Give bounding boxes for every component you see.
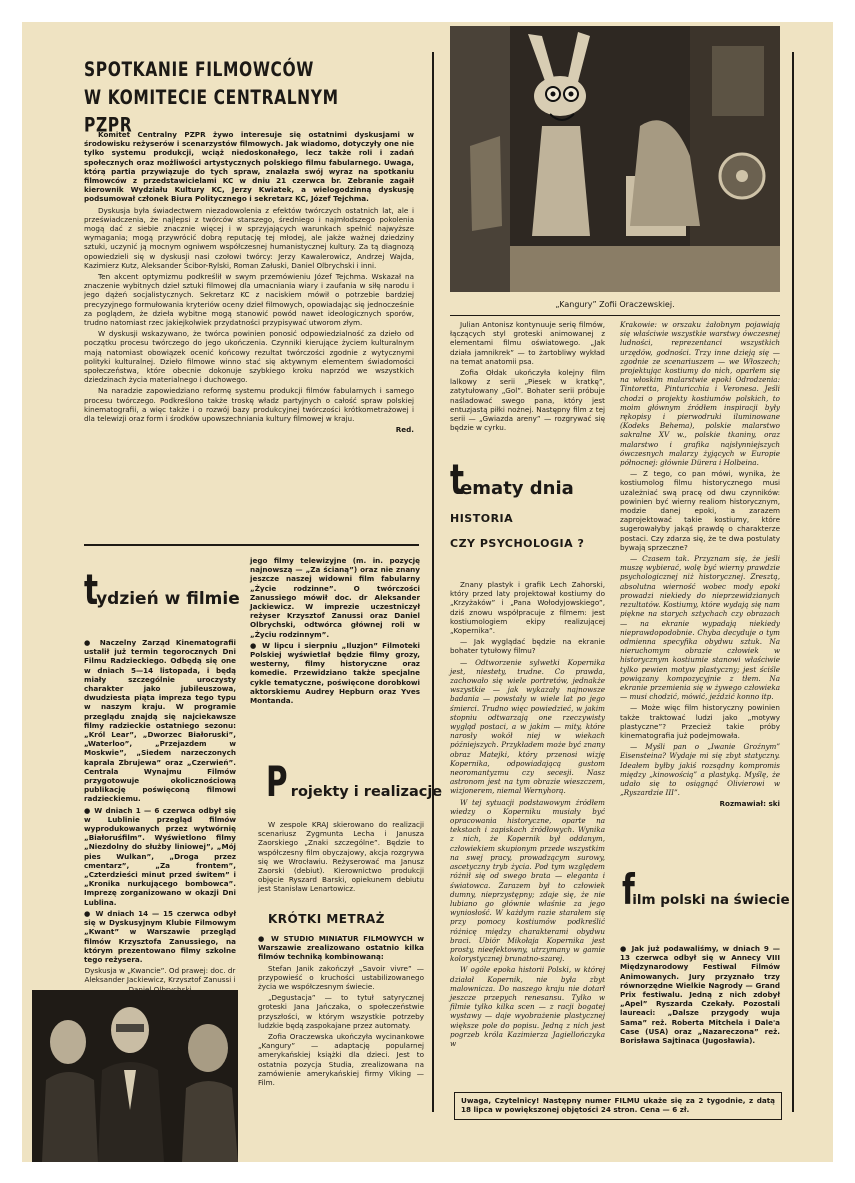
column-paragraph: Julian Antonisz kontynuuje serię filmów, łączących styl groteski animowanej z elementami filmu oświatowego. „Jak działa jamnikrek” — to żartobliwy wykład na temat anatomii psa. bbox=[450, 320, 605, 366]
interview-answer: — Czasem tak. Przyznam się, że jeśli muszę wybierać, wolę być wierny prawdzie psychologicznej niż historycznej. Zresztą, absolutna wierność wobec mody epoki prowadzi niekiedy do nieprzewidzianych rezultatów. Kostiumy, które wydają się nam piękne na starych sztychach czy obrazach — na ekranie wypadają niekiedy nieprawdopodobnie. Chyba decyduje o tym odmienna specyfika obydwu sztuk. Na nieruchomym obrazie człowiek w historycznym kostiumie stanowi właściwie tylko pewien motyw plastyczny; jest ściśle powiązany kompozycyjnie z tłem. Na ekranie przemienia się w żywego człowieka — musi chodzić, mówić, jeździć konno itp. bbox=[620, 554, 780, 702]
caption-rule bbox=[450, 315, 780, 316]
krotki-body bbox=[258, 934, 424, 1089]
reader-notice bbox=[454, 1092, 782, 1120]
news-item: jego filmy telewizyjne (m. in. pozycję najnowszą — „Za ścianą”) oraz nie znany jeszcze naszej widowni film fabularny „Życie rodzinne”. O twórczości Zanussiego mówił doc. dr Aleksander Jackiewicz. W imprezie uczestniczył reżyser Krzysztof Zanussi oraz Daniel Olbrychski, odtwórca głównej roli w „Życiu rodzinnym”. bbox=[250, 556, 420, 639]
section-title: ydzień w filmie bbox=[96, 589, 240, 609]
news-item: ● W lipcu i sierpniu „Iluzjon” Filmoteki Polskiej wyświetlał będzie filmy grozy, westerny, filmy historyczne oraz komedie. Przewidziano także specjalne cykle tematyczne, poświęcone dorobkowi aktorskiemu Audrey Hepburn oraz Yves Montanda. bbox=[250, 640, 420, 706]
tematy-body bbox=[450, 580, 605, 1050]
news-item: ● Naczelny Zarząd Kinematografii ustalił już termin tegorocznych Dni Filmu Radzieckiego. Odbędą się one w dniach 5—14 listopada, i będą miały szczególnie uroczysty charakter jako jubileuszowa, dwudziesta piąta impreza tego typu w naszym kraju. W programie przeglądu znajdą się najciekawsze filmy radzieckie ostatniego sezonu: „Król Lear”, „Dworzec Białoruski”, „Waterloo”, „Przejazdem w Moskwie”, „Siedem narzeczonych kaprala Zbrujewa” oraz „Czerwień”. Centrala Wynajmu Filmów przygotowuje okolicznościową publikację poświęconą filmowi radzieckiemu. bbox=[84, 638, 236, 804]
interview-answer: W tej sytuacji podstawowym źródłem wiedzy o Koperniku musiały być opracowania historyczne, oparte na tekstach i zapiskach źródłowych. Wynika z nich, że Kopernik był oddanym, człowiekiem skupionym przede wszystkim na swej pracy, prowadzącym surowy, ascetyczny tryb życia. Pod tym względem różnił się od swego brata — eleganta i światowca. Zarazem był to człowiek dumny, nieprzystępny; zdaje się, że nie lubiano go głównie właśnie za jego wyniosłość. W każdym razie starałem się przy pomocy kostiumów podkreślić różnicę między charakterami obydwu braci. Ubiór Mikołaja Kopernika jest prosty, nieefektowny, utrzymany w gamie kolorystycznej brunatno-szarej. bbox=[450, 797, 605, 964]
interview-question: — Jak wyglądać będzie na ekranie bohater tytułowy filmu? bbox=[450, 637, 605, 656]
article-body bbox=[84, 130, 414, 437]
section-initial: t bbox=[450, 455, 465, 504]
tydzien-continued bbox=[250, 556, 420, 707]
discussion-people-photo-icon bbox=[32, 990, 238, 1162]
section-subtitle: CZY PSYCHOLOGIA ? bbox=[450, 537, 585, 550]
projekty-body bbox=[258, 820, 424, 896]
article-signature: Red. bbox=[395, 425, 414, 435]
column-rule bbox=[432, 52, 434, 1112]
news-item: ● W dniach 1 — 6 czerwca odbył się w Lublinie przegląd filmów wyprodukowanych przez wytwórnię „Białoruśfilm”. Wyświetlono filmy „Niezdolny do służby liniowej”, „Mój pies Wulkan”, „Droga przez cmentarz”, „Za frontem”, „Czterdzieści minut przed świtem” i „Kronika nurkującego bombowca”. Imprezę zorganizowano w okazji Dni Lublina. bbox=[84, 805, 236, 907]
film-polski-body bbox=[620, 944, 780, 1047]
section-subtitle: HISTORIA bbox=[450, 512, 514, 525]
interview-answer: Krakowie: w orszaku żałobnym pojawiają się właściwie wszystkie warstwy ówczesnej ludności, reprezentanci wszystkich urzędów, godności. Trzy inne dzieją się — zgodnie ze scenariuszem — we Włoszech; projektując kostiumy do nich, oparłem się na włoskim malarstwie epoki Odrodzenia: Tintoretta, Pinturicchia i Veronesa. Jeśli chodzi o projekty kostiumów polskich, to moim głównym źródłem inspiracji były rękopisy i pierwodruki iluminowane (Kodeks Behema), polskie malarstwo sakralne XV w., polskie tkaniny, oraz malarstwo i grafika najsłynniejszych ówczesnych malarzy żyjących w Europie północnej: głównie Dürera i Holbeina. bbox=[620, 320, 780, 468]
photo-caption: Dyskusja w „Kwancie”. Od prawej: doc. dr Aleksander Jackiewicz, Krzysztof Zanussi i bbox=[84, 966, 236, 985]
tydzien-body bbox=[84, 638, 236, 996]
photo-kangury bbox=[450, 26, 780, 292]
section-title: ematy dnia bbox=[460, 478, 574, 499]
interview-question: — Może więc film historyczny powinien także traktować ludzi jako „motywy plastyczne”? Przecież takie próby kinematografia już podejmowała. bbox=[620, 703, 780, 740]
section-projekty bbox=[266, 757, 443, 806]
interview-signature: Rozmawiał: ski bbox=[719, 799, 780, 809]
news-item: Stefan Janik zakończył „Savoir vivre” — przypowieść o kruchości ustabilizowanego życia we współczesnym świecie. bbox=[258, 963, 424, 992]
interview-answer: W ogóle epoka historii Polski, w której działał Kopernik, nie była zbyt malownicza. Do naszego kraju nie dotarł jeszcze przepych renesansu. Tylko w filmie tylko kilka scen — z racji bogatej wystawy — daje wyobrażenie plastycznej większe pole do popisu. Jedną z nich jest pogrzeb króla Kazimierza Jagiellończyka w bbox=[450, 965, 605, 1048]
section-initial: f bbox=[622, 865, 635, 914]
news-item: ● W dniach 14 — 15 czerwca odbył się w Dyskusyjnym Klubie Filmowym „Kwant” w Warszawie przegląd filmów Krzysztofa Zanussiego, na którym prezentowano filmy szkolne tego reżysera. bbox=[84, 908, 236, 964]
article-paragraph: Dyskusja była świadectwem niezadowolenia z efektów twórczych ostatnich lat, ale i przeświadczenia, że najlepsi z twórców starszego, średniego i najmłodszego pokolenia mogą dać z siebie znacznie więcej i w sprzyjających warunkach spełnić najwyższe wymagania; mogą przywrócić dobrą reputację tej młodej, ale jakże ważnej dziedziny sztuki, uczynić ją mocnym ogniwem współczesnej humanistycznej kultury. Za tą diagnozą opowiedzieli się w dyskusji nasi czołowi twórcy: Jerzy Kawalerowicz, Andrzej Wajda, Kazimierz Kutz, Aleksander Ścibor-Rylski, Roman Załuski, Daniel Olbrychski i inni. bbox=[84, 205, 414, 270]
interview-answer: — Myśli pan o „Iwanie Groźnym” Eisensteina? Wydaje mi się zbyt statyczny. Ideałem byłby jakiś rozsądny kompromis między „kinowością” a plastyką. Myślę, że udało się to osiągnąć Olivierowi w „Ryszardzie III”. bbox=[620, 742, 780, 798]
section-rule bbox=[84, 544, 419, 546]
photo-caption: „Kangury” Zofii Oraczewskiej. bbox=[555, 300, 675, 309]
column-paragraph: Zofia Ołdak ukończyła kolejny film lalkowy z serii „Piesek w kratkę”, zatytułowany „Gol”. Bohater serii próbuje naśladować swego pana, który jest entuzjastą piłki nożnej. Następny film z tej serii — „Gwiazda areny” — rozgrywać się będzie w cyrku. bbox=[450, 368, 605, 433]
article-headline bbox=[84, 56, 384, 137]
kangaroo-puppets-photo-icon bbox=[450, 26, 780, 292]
column-rule bbox=[792, 52, 794, 1112]
section-krotki-metraz: KRÓTKI METRAŻ bbox=[268, 912, 385, 926]
article-paragraph: Na naradzie zapowiedziano reformę systemu produkcji filmów fabularnych i samego procesu twórczego. Podkreślono także troskę władz partyjnych o całość spraw polskiej kinematografii, a więc także i o rozwój bazy produkcyjnej twórczości krótkometrażowej i dla telewizji oraz form i środków upowszechniania kultury filmowej w kraju. bbox=[84, 386, 414, 424]
news-item: Zofia Oraczewska ukończyła wycinankowe „Kangury” — adaptację popularnej amerykańskiej książki dla dzieci. Jest to ostatnia pozycja Studia, zrealizowana na zamówienie amerykańskiej firmy Viking — Film. bbox=[258, 1032, 424, 1088]
news-item: ● Jak już podawaliśmy, w dniach 9 — 13 czerwca odbył się w Annecy VIII Międzynarodowy Festiwal Filmów Animowanych. Jury przyznało trzy równorzędne Wielkie Nagrody — Grand Prix festiwalu. Jedną z nich zdobył „Apel” Ryszarda Czekały. Pozostali laureaci: „Dalsze przygody wuja Sama” reż. Roberta Mitchela i Dale'a Case (USA) oraz „Nazareczona” reż. Borisława Sajtinaca (Jugosławia). bbox=[620, 944, 780, 1046]
news-item: ● W STUDIO MINIATUR FILMOWYCH w Warszawie zrealizowano ostatnio kilka filmów techniką kombinowaną: bbox=[258, 934, 424, 962]
article-paragraph: W dyskusji wskazywano, że twórca powinien ponosić odpowiedzialność za dzieło od początku procesu twórczego do jego ukończenia. Czynniki kierujące życiem kulturalnym mają natomiast obowiązek ocenić końcowy rezultat twórczości zgodnie z wytycznymi polityki kulturalnej. Dzieło filmowe winno stać się aktywnym elementem świadomości społeczeństwa, które obecnie dokonuje szybkiego kroku naprzód we wszystkich dziedzinach życia materialnego i duchowego. bbox=[84, 329, 414, 385]
photo-discussion bbox=[32, 990, 238, 1162]
section-tydzien-w-filmie bbox=[84, 565, 264, 614]
section-film-polski bbox=[622, 865, 790, 914]
magazine-page bbox=[22, 22, 833, 1162]
interview-paragraph: Znany plastyk i grafik Lech Zahorski, który przed laty projektował kostiumy do „Krzyżaków” i „Pana Wołodyjowskiego”, dziś znowu współpracuje z filmem: jest kostiumologiem ekipy realizującej „Kopernika”. bbox=[450, 580, 605, 636]
column-2-top bbox=[450, 320, 605, 434]
article-paragraph: Komitet Centralny PZPR żywo interesuje się ostatnimi dyskusjami w środowisku reżyserów i scenarzystów filmowych. Jak wiadomo, dotyczyły one nie tylko systemu produkcji, wciąż niedoskonałego, lecz także roli i zadań społecznych oraz możliwości artystycznych polskiego filmu fabularnego. Uwaga, którą partia przywiązuje do tych spraw, znalazła swój wyraz na spotkaniu filmowców z przedstawicielami KC w dniu 21 czerwca br. Zebranie zagaił kierownik Wydziału Kultury KC, Jerzy Kwiatek, a wielogodzinną dyskusję podsumował członek Biura Politycznego i sekretarz KC, Józef Tejchma. bbox=[84, 130, 414, 204]
section-title: rojekty i realizacje bbox=[290, 784, 443, 800]
news-item: „Degustacja” — to tytuł satyrycznej groteski Jana Jańczaka, o społeczeństwie przyszłości, w którym wszystkie potrzeby ludzkie będą zaspokajane przez automaty. bbox=[258, 993, 424, 1030]
headline-line-2: W KOMITECIE CENTRALNYM PZPR bbox=[84, 86, 339, 137]
section-initial: P bbox=[266, 757, 288, 806]
reader-notice-text: Uwaga, Czytelnicy! Następny numer FILMU ukaże się za 2 tygodnie, z datą 18 lipca w powiększonej objętości 24 stron. Cena — 6 zł. bbox=[461, 1096, 775, 1115]
interview-question: — Z tego, co pan mówi, wynika, że kostiumolog filmu historycznego musi uzależniać swą pracę od dwu czynników: powinien być wierny realiom historycznym, modzie danej epoki, a zarazem zaprojektować takie kostiumy, które sugerowałyby jakąś prawdę o charakterze postaci. Czy zdarza się, że te dwa postulaty bywają sprzeczne? bbox=[620, 469, 780, 552]
section-initial: t bbox=[84, 565, 99, 614]
news-item: W zespole KRAJ skierowano do realizacji scenariusz Zygmunta Lecha i Janusza Zaorskiego „Znaki szczególne”. Będzie to współczesny film obyczajowy, akcja rozgrywa się we Wrocławiu. Reżyserować ma Janusz Zaorski (debiut). Kierownictwo produkcji objęcie Ryszard Barski, opiekunem debiutu jest Stanisław Lenartowicz. bbox=[258, 820, 424, 894]
headline-line-1: SPOTKANIE FILMOWCÓW bbox=[84, 58, 314, 81]
interview-answer: — Odtworzenie sylwetki Kopernika jest, niestety, trudne. Co prawda, zachowało się wiele portretów, jednakże wszystkie — jak wykazały najnowsze badania — powstały w wiele lat po jego śmierci. Trudno więc powiedzieć, w jakim stopniu odtwarzają one rzeczywisty wygląd postaci, a w jakim — mity, które narosły wokół niej w wiekach późniejszych. Przykładem może być znany obraz Matejki, który przenosi wizję Kopernika, odpowiadającą gustom neoromantyzmu czy secesji. Nasz astronom jest na tym obrazie wieszczem, wizjonerem, niemal Wernyhorą. bbox=[450, 657, 605, 796]
section-tematy-dnia bbox=[450, 455, 610, 550]
column-3 bbox=[620, 320, 780, 811]
article-paragraph: Ten akcent optymizmu podkreślił w swym przemówieniu Józef Tejchma. Wskazał na znaczenie wybitnych dzieł sztuki filmowej dla umacniania wiary i zaufania w siłę narodu i jego dążeń socjalistycznych. Sekretarz KC z naciskiem mówił o potrzebie bardziej precyzyjnego formułowania kryteriów oceny dzieł filmowych, opowiadając się jednocześnie za poglądem, że dzieła wybitne mogą stanowić powód nawet ideologicznych sporów, trudno natomiast rzec jakiejkolwiek przydatności przypisywać utworom złym. bbox=[84, 272, 414, 328]
section-title: ilm polski na świecie bbox=[632, 892, 790, 908]
